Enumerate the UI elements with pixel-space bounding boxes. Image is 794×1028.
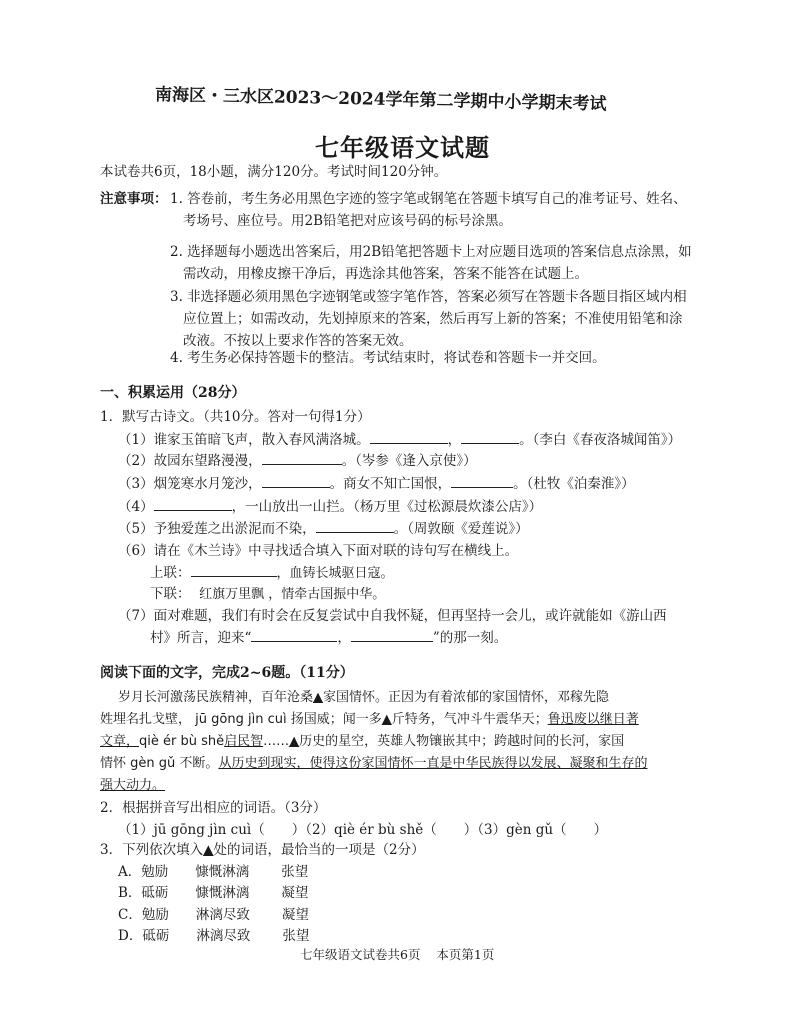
option-c: C．勉励 淋漓尽致 凝望 [118,907,309,923]
note-3-line-3: 改液。不按以上要求作答的答案无效。 [183,333,413,349]
section-1-heading: 一、积累运用（28分） [100,385,246,401]
exam-subtitle: 七年级语文试题 [315,133,490,162]
poem-line-7a: （7）面对难题，我们有时会在反复尝试中自我怀疑，但再坚持一会儿，或许就能如《游山西 [118,608,667,624]
couplet-upper: 上联： ，血铸长城驱日寇。 [150,565,394,581]
passage-line-4: 情怀 gèn gǔ 不断。从历史到现实，使得这份家国情怀一直是中华民族得以发展、凝聚和生存的 [100,756,648,771]
poem-line-7b: 村》所言，迎来“ ， ”的那一刻。 [150,630,508,646]
option-d: D．砥砺 淋漓尽致 张望 [118,928,310,944]
option-b: B．砥砺 慷慨淋漓 凝望 [118,885,309,901]
exam-title: 南海区・三水区2023～2024学年第二学期中小学期末考试 [154,85,607,115]
passage-line-2: 姓埋名扎戈壁， jū gōng jìn cuì 扬国威；闻一多▲斤特务，气冲斗牛震华天；鲁迅废以继日著 [100,712,639,727]
poem-line-5: （5）予独爱莲之出淤泥而不染， 。（周敦颐《爱莲说》） [118,521,529,537]
poem-line-2: （2）故园东望路漫漫， 。（岑参《逢入京使》） [118,453,477,469]
option-a: A．勉励 慷慨淋漓 张望 [118,864,309,880]
note-2-line-2: 需改动，用橡皮擦干净后，再选涂其他答案，答案不能答在试题上。 [183,266,588,282]
reading-heading: 阅读下面的文字，完成2~6题。（11分） [100,665,354,681]
note-3-line-2: 应位置上；如需改动，先划掉原来的答案，然后再写上新的答案；不准使用铅笔和涂 [183,311,683,327]
poem-line-3: （3）烟笼寒水月笼沙， 。商女不知亡国恨， 。（杜牧《泊秦淮》） [118,476,635,492]
page-footer: 七年级语文试卷共6页 本页第1页 [300,947,495,962]
note-4-line-1: 4. 考生务必保持答题卡的整洁。考试结束时，将试卷和答题卡一并交回。 [170,350,606,366]
question-3: 3．下列依次填入▲处的词语，最恰当的一项是（2分） [100,842,425,858]
poem-line-6: （6）请在《木兰诗》中寻找适合填入下面对联的诗句写在横线上。 [118,543,519,559]
note-1-line-2: 考场号、座位号。用2B铅笔把对应该号码的标号涂黑。 [183,213,513,229]
passage-line-3: 文章，qiè ér bù shě启民智……▲历史的星空，英雄人物镶嵌其中；跨越时间的长河，家国 [100,734,625,749]
passage-line-1: 岁月长河激荡民族精神，百年沧桑▲家国情怀。正因为有着浓郁的家国情怀，邓稼先隐 [118,690,610,705]
passage-line-5: 强大动力。 [100,778,166,793]
couplet-lower: 下联： 红旗万里飘 ，情牵古国振中华。 [150,586,386,602]
note-2-line-1: 2. 选择题每小题选出答案后，用2B铅笔把答题卡上对应题目选项的答案信息点涂黑，如 [170,244,692,260]
exam-intro: 本试卷共6页，18小题，满分120分。考试时间120分钟。 [100,164,448,180]
note-3-line-1: 3. 非选择题必须用黑色字迹钢笔或签字笔作答，答案必须写在答题卡各题目指区域内相 [170,289,687,305]
notes-label: 注意事项： [100,191,168,207]
poem-line-4: （4） ，一山放出一山拦。（杨万里《过松源晨炊漆公店》） [118,499,543,515]
poem-line-1: （1）谁家玉笛暗飞声，散入春风满洛城。 ， 。（李白《春夜洛城闻笛》） [118,432,682,448]
question-2: 2．根据拼音写出相应的词语。（3分） [100,800,327,816]
question-2-items: （1）jū gōng jìn cuì（ ）（2）qiè ér bù shě（ ）（3）gèn gǔ（ ） [118,822,608,838]
note-1-line-1: 1. 答卷前，考生务必用黑色字迹的签字笔或钢笔在答题卡填写自己的准考证号、姓名、 [170,191,687,207]
question-1: 1．默写古诗文。（共10分。答对一句得1分） [100,409,371,425]
